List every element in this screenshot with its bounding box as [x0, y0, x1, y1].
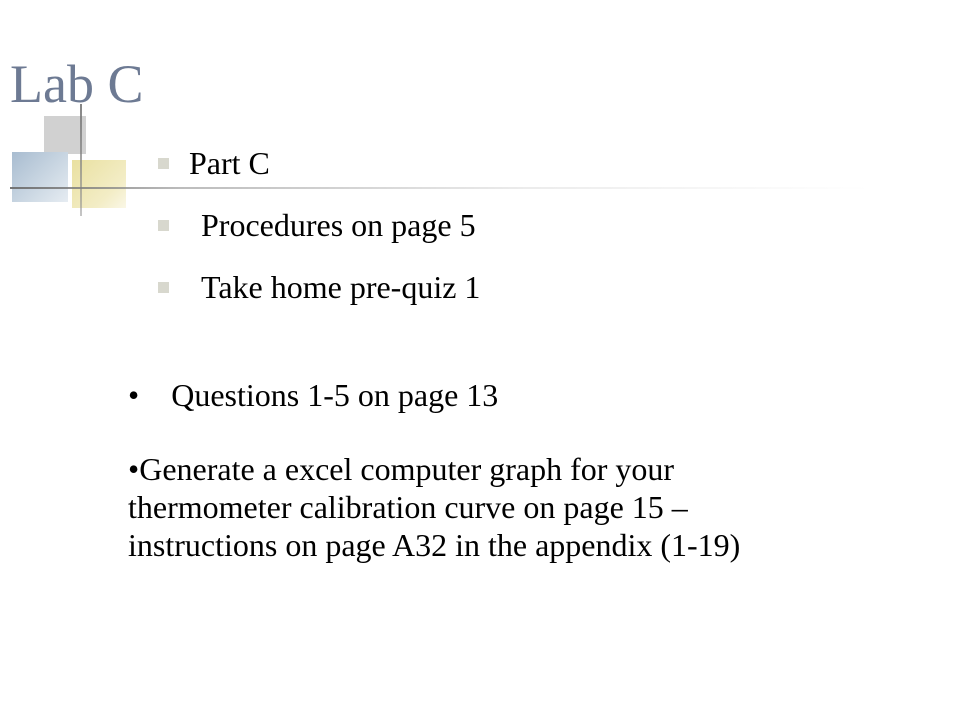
- dot-bullet-icon: •: [128, 451, 140, 487]
- bullet-list: [158, 132, 480, 318]
- questions-item: [128, 376, 498, 414]
- decorative-vertical-line: [80, 104, 82, 216]
- questions-text: Questions 1-5 on page 13: [171, 377, 499, 413]
- bullet-item-procedures: [158, 194, 480, 256]
- slide-title: Lab C: [10, 54, 144, 114]
- square-bullet-icon: [158, 282, 169, 293]
- decorative-blue-square: [12, 152, 68, 202]
- excel-graph-item: [128, 450, 808, 564]
- dot-bullet-icon: •: [128, 377, 140, 413]
- excel-graph-text: Generate a excel computer graph for your thermometer calibration curve on page 15 – instructions on page A32 in the appendix (1-19): [128, 451, 741, 563]
- bullet-text: Part C: [189, 145, 270, 181]
- square-bullet-icon: [158, 158, 169, 169]
- bullet-item-part-c: [158, 132, 480, 194]
- square-bullet-icon: [158, 220, 169, 231]
- bullet-text: Take home pre-quiz 1: [201, 269, 481, 305]
- bullet-text: Procedures on page 5: [201, 207, 476, 243]
- bullet-item-pre-quiz: [158, 256, 480, 318]
